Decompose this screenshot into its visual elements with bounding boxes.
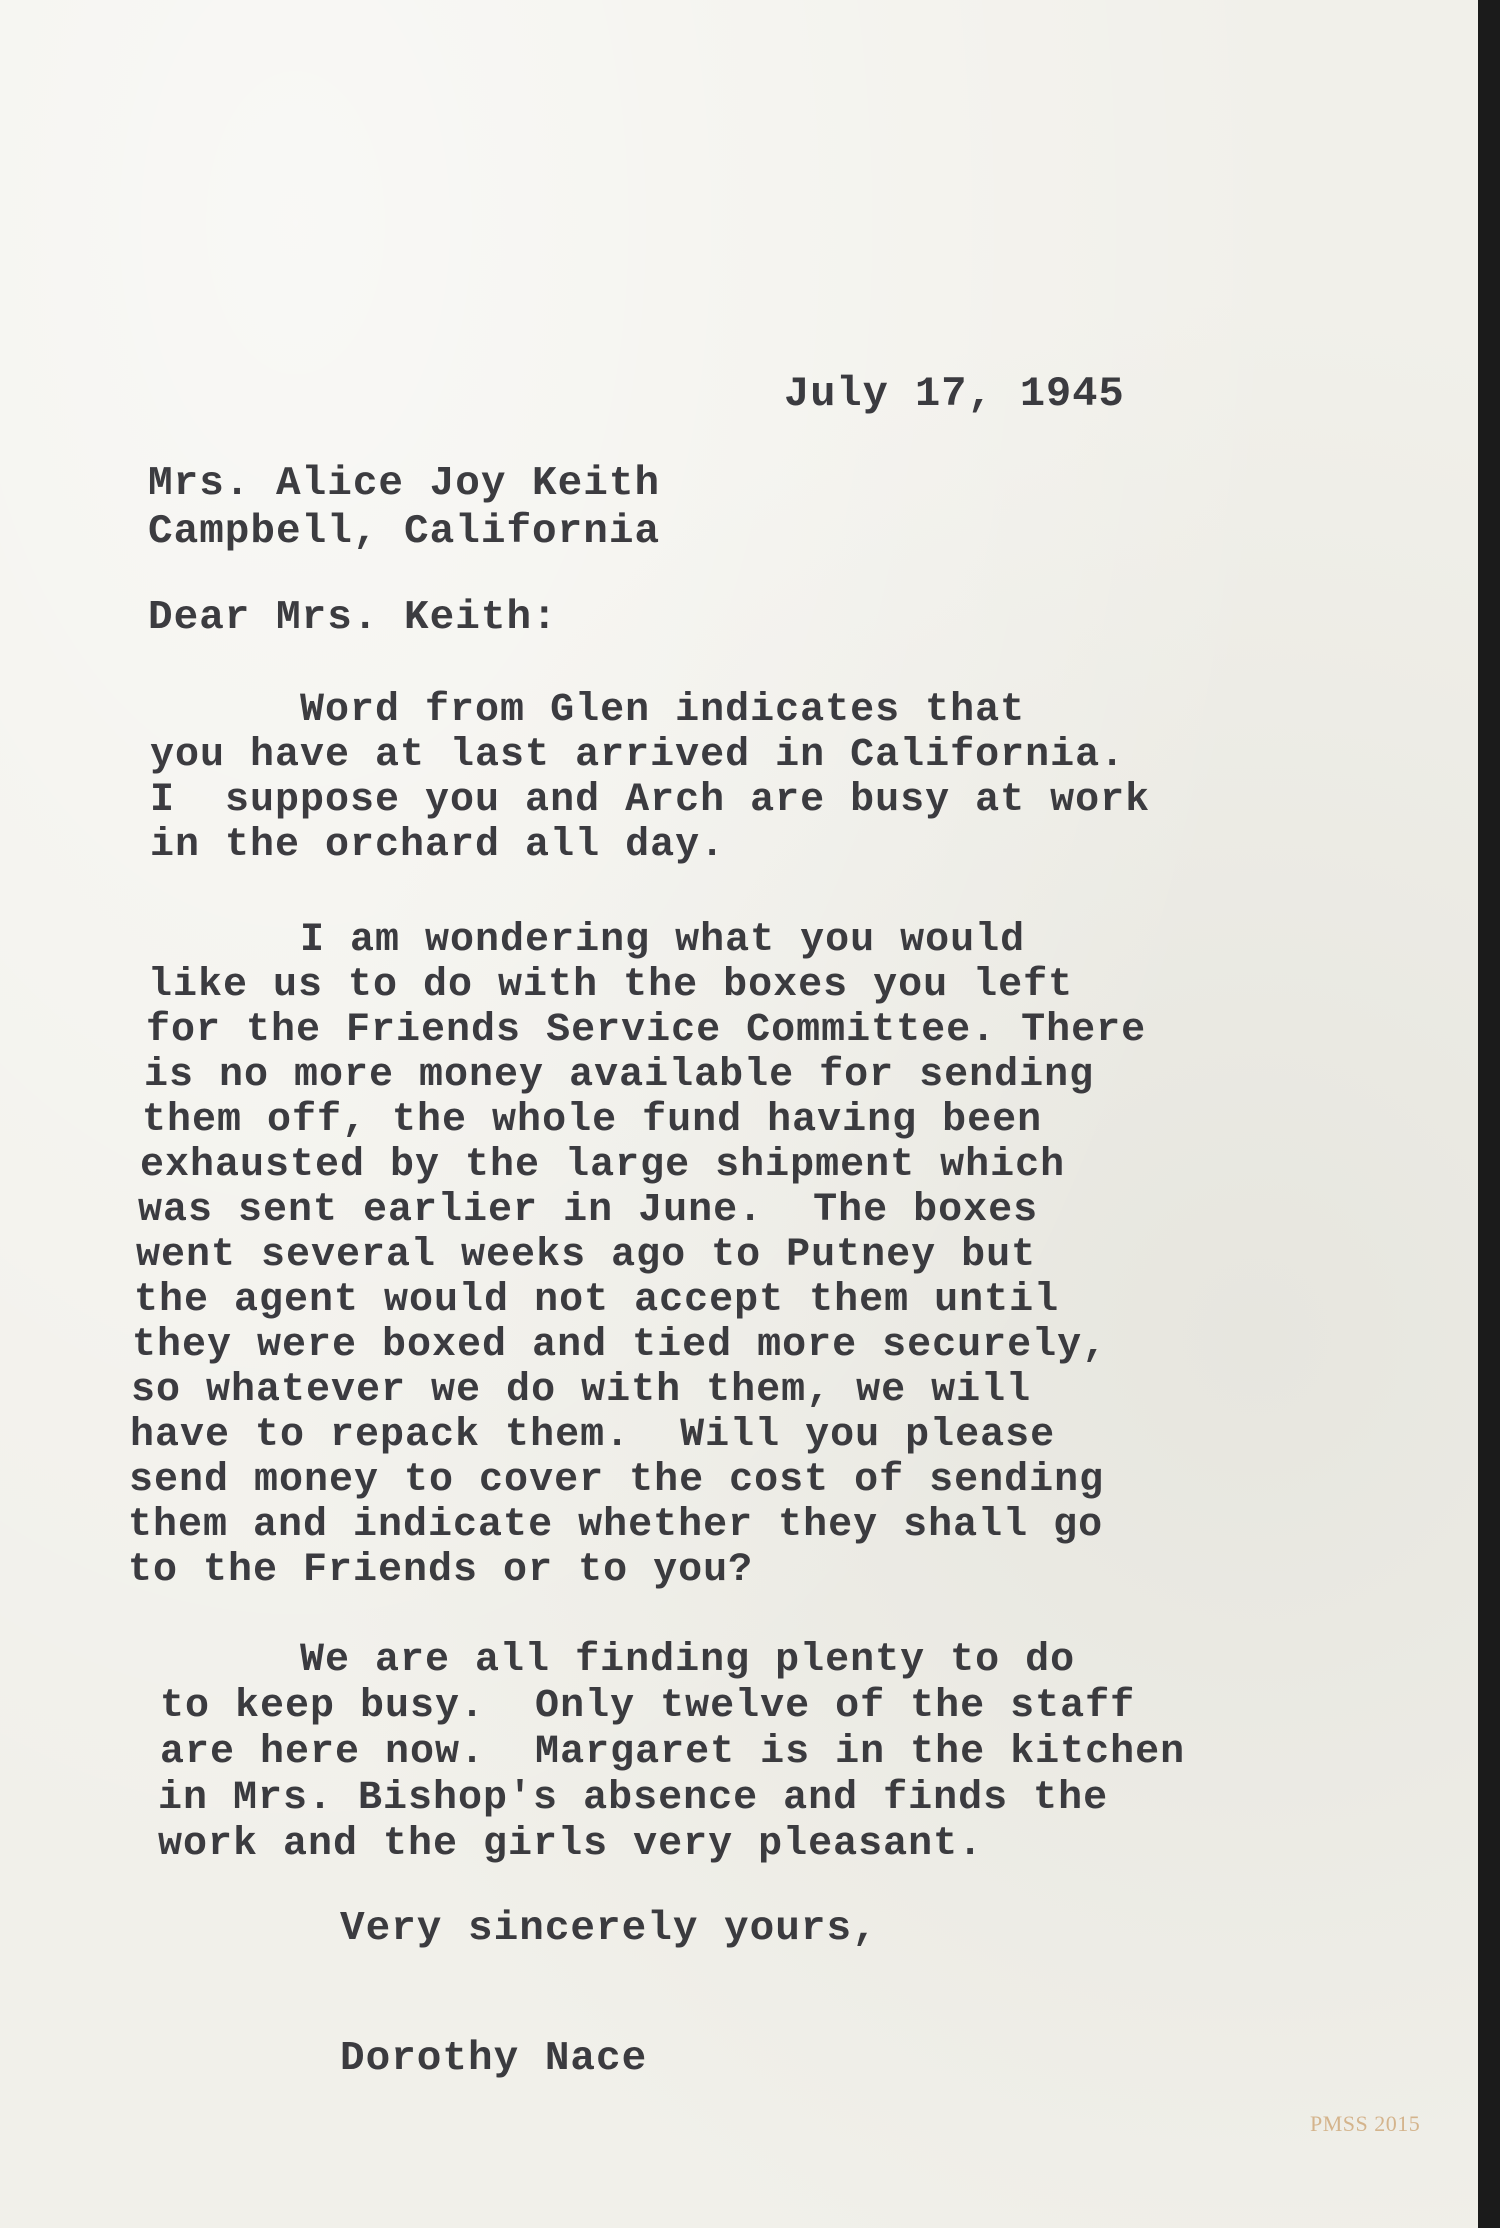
body-line: Word from Glen indicates that <box>150 688 1026 733</box>
body-line: for the Friends Service Committee. There <box>146 1008 1147 1053</box>
body-line: have to repack them. Will you please <box>130 1413 1056 1458</box>
body-line: send money to cover the cost of sending <box>129 1458 1105 1503</box>
body-line: I suppose you and Arch are busy at work <box>150 778 1151 823</box>
body-line: in Mrs. Bishop's absence and finds the <box>158 1776 1109 1821</box>
body-line: I am wondering what you would <box>150 918 1026 963</box>
body-line: in the orchard all day. <box>150 823 726 868</box>
body-line: is no more money available for sending <box>144 1053 1095 1098</box>
body-line: to keep busy. Only twelve of the staff <box>160 1684 1136 1729</box>
body-line: We are all finding plenty to do <box>150 1638 1076 1683</box>
body-line: are here now. Margaret is in the kitchen <box>160 1730 1186 1775</box>
body-line: you have at last arrived in California. <box>150 733 1126 778</box>
closing: Very sincerely yours, <box>340 1906 878 1952</box>
body-line: was sent earlier in June. The boxes <box>138 1188 1039 1233</box>
body-line: them off, the whole fund having been <box>142 1098 1043 1143</box>
archive-stamp: PMSS 2015 <box>1310 2111 1421 2136</box>
body-line: the agent would not accept them until <box>134 1278 1060 1323</box>
scan-edge <box>1478 0 1500 2228</box>
body-line: to the Friends or to you? <box>128 1548 754 1593</box>
body-line: like us to do with the boxes you left <box>148 963 1074 1008</box>
letter-date: July 17, 1945 <box>784 370 1125 418</box>
recipient-name: Mrs. Alice Joy Keith <box>148 461 661 507</box>
body-line: went several weeks ago to Putney but <box>136 1233 1037 1278</box>
body-line: work and the girls very pleasant. <box>158 1822 984 1867</box>
body-line: they were boxed and tied more securely, <box>132 1323 1108 1368</box>
body-line: them and indicate whether they shall go <box>128 1503 1104 1548</box>
recipient-location: Campbell, California <box>148 509 661 555</box>
body-line: exhausted by the large shipment which <box>140 1143 1066 1188</box>
signature-name: Dorothy Nace <box>340 2036 648 2082</box>
body-line: so whatever we do with them, we will <box>131 1368 1032 1413</box>
salutation: Dear Mrs. Keith: <box>148 595 558 641</box>
